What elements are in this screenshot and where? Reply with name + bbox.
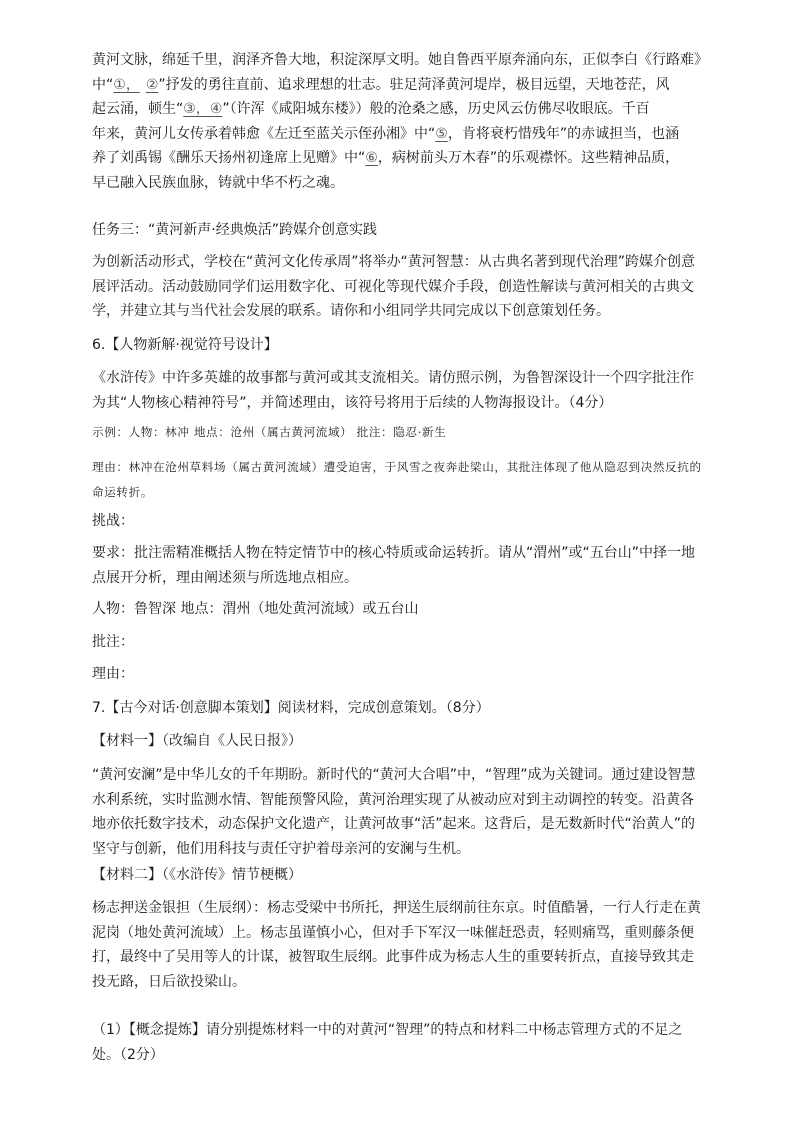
challenge-label: 挑战： — [92, 513, 134, 529]
blank-separator: ， — [195, 101, 210, 117]
q7-title: 7.【古今对话·创意脚本策划】阅读材料，完成创意策划。（8分） — [92, 700, 490, 716]
blank-2: ② — [145, 76, 159, 93]
blank-1: ① — [113, 76, 126, 93]
example-reason: 理由：林冲在沧州草料场（属古黄河流域）遭受迫害，于风雪之夜奔赴梁山，其批注体现了他从隐忍到决然反抗的命运转折。 — [92, 460, 702, 499]
blank-separator: ， — [125, 76, 140, 93]
intro-line-3 — [92, 97, 704, 122]
task3-title: 任务三：“黄河新声·经典焕活”跨媒介创意实践 — [92, 222, 377, 238]
annotation-label: 批注： — [92, 634, 134, 650]
blank-3: ③ — [183, 101, 196, 117]
intro-text: ，病树前头万木春”的乐观襟怀。这些精神品质， — [377, 150, 680, 166]
example-line: 示例：人物：林冲 地点：沧州（属古黄河流域） 批注：隐忍·新生 — [92, 425, 447, 439]
task3-body: 为创新活动形式，学校在“黄河文化传承周”将举办“黄河智慧：从古典名著到现代治理”跨媒介创意展评活动。活动鼓励同学们运用数字化、可视化等现代媒介手段，创造性解读与黄河相关的古典文学，并建立其与当代社会发展的联系。请你和小组同学共同完成以下创意策划任务。 — [92, 254, 696, 319]
reason-label: 理由： — [92, 666, 134, 682]
intro-text: ”抒发的勇往直前、追求理想的壮志。驻足菏泽黄河堤岸，极目远望，天地苍茫，风 — [158, 76, 670, 93]
intro-text: 起云涌，顿生“ — [92, 101, 184, 117]
q6-body: 《水浒传》中许多英雄的故事都与黄河或其支流相关。请仿照示例，为鲁智深设计一个四字批注作为其“人物核心精神符号”，并简述理由，该符号将用于后续的人物海报设计。（4分） — [92, 370, 694, 411]
intro-line-2 — [92, 73, 704, 98]
material-2-body: 杨志押送金银担（生辰纲）：杨志受梁中书所托，押送生辰纲前往东京。时值酷暑，一行人行走在黄泥岗（地处黄河流域）上。杨志虽谨慎小心，但对手下军汉一味催赶恐责，轻则痛骂，重则藤条便打，最终中了吴用等人的计谋，被智取生辰纲。此事件成为杨志人生的重要转折点，直接导致其走投无路，日后欲投梁山。 — [92, 900, 701, 990]
material-2-title: 【材料二】（《水浒传》情节梗概） — [92, 867, 302, 883]
material-1-title: 【材料一】（改编自《人民日报》） — [92, 733, 302, 749]
intro-text: 养了刘禹锡《酬乐天扬州初逢席上见赠》中“ — [92, 150, 366, 166]
intro-text: 年来，黄河儿女传承着韩愈《左迁至蓝关示侄孙湘》中“ — [92, 125, 436, 142]
material-1-body: “黄河安澜”是中华儿女的千年期盼。新时代的“黄河大合唱”中，“智理”成为关键词。通过建设智慧水利系统，实时监测水情、智能预警风险，黄河治理实现了从被动应对到主动调控的转变。沿黄各地亦依托数字技术，动态保护文化遗产，让黄河故事“活”起来。这背后，是无数新时代“治黄人”的坚守与创新，他们用科技与责任守护着母亲河的安澜与生机。 — [92, 767, 696, 857]
blank-6: ⑥ — [365, 150, 378, 166]
requirement-text: 要求：批注需精准概括人物在特定情节中的核心特质或命运转折。请从“渭州”或“五台山”中择一地点展开分析，理由阐述须与所选地点相应。 — [92, 545, 696, 586]
intro-text: 中“ — [92, 76, 114, 93]
intro-text: ，肯将衰朽惜残年”的赤诚担当，也涵 — [447, 125, 680, 142]
q7-subquestion-1: （1）【概念提炼】请分别提炼材料一中的对黄河“智理”的特点和材料二中杨志管理方式的不足之处。（2分） — [92, 1022, 683, 1063]
intro-line-4 — [92, 122, 704, 147]
blank-5: ⑤ — [435, 125, 448, 142]
intro-line-5 — [92, 146, 704, 171]
intro-text: ”（许浑《咸阳城东楼》）般的沧桑之感，历史风云仿佛尽收眼底。千百 — [222, 101, 650, 117]
intro-line-1: 黄河文脉，绵延千里，润泽齐鲁大地，积淀深厚文明。她自鲁西平原奔涌向东，正似李白《行路难》 — [92, 52, 708, 68]
intro-line-6: 早已融入民族血脉，铸就中华不朽之魂。 — [92, 174, 344, 191]
blank-4: ④ — [209, 101, 223, 117]
person-line: 人物：鲁智深 地点：渭州（地处黄河流域）或五台山 — [92, 601, 419, 617]
q6-title: 6.【人物新解·视觉符号设计】 — [92, 337, 278, 353]
